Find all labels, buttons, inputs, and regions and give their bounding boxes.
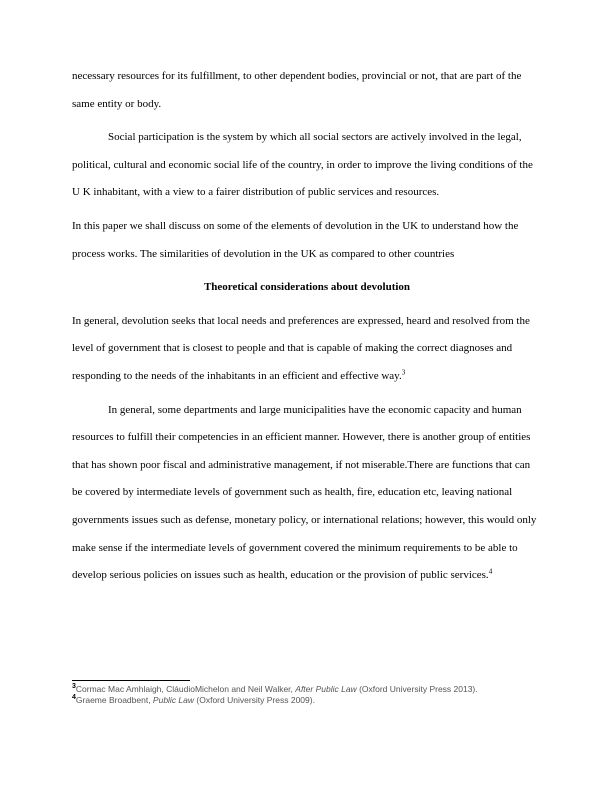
section-heading: Theoretical considerations about devolution [203,281,411,294]
footnote-publisher: (Oxford University Press 2013). [356,684,478,694]
footnote-separator [72,680,190,681]
paragraph-text: In this paper we shall discuss on some of the elements of devolution in the UK to understand how the process works. The similarities of devolution in the UK as compared to other countries [72,219,519,260]
footnote-authors: Cormac Mac Amhlaigh, CláudioMichelon and Neil Walker, [75,684,296,694]
document-body [72,63,542,596]
paragraph-departments [72,397,542,590]
paragraph-social-participation [72,124,542,207]
paragraph-continuation [72,63,542,118]
paragraph-paper-intro [72,213,542,268]
footnote-ref[interactable]: 3 [401,368,406,377]
paragraph-text: In general, devolution seeks that local needs and preferences are expressed, heard and resolved from the level of government that is closest to people and that is capable of making the correct diagnoses and responding to the needs of the inhabitants in an efficient and effective way. [72,314,530,382]
footnote [72,695,542,706]
footnote-title: After Public Law [295,684,357,694]
footnote-number: 4 [72,694,76,702]
footnote-authors: Graeme Broadbent, [75,695,153,705]
paragraph-text: In general, some departments and large municipalities have the economic capacity and human resources to fulfill their competencies in an efficient manner. However, there is another group of entities that has shown poor fiscal and administrative management, if not miserable.There are functions that can be covered by intermediate levels of government such as health, fire, education etc, leaving national governments issues such as defense, monetary policy, or international relations; however, this would only make sense if the intermediate levels of government covered the minimum requirements to be able to develop serious policies on issues such as health, education or the provision of public services. [72,403,537,582]
footnote [72,684,542,695]
footnote-number: 3 [72,683,76,691]
paragraph-text: Social participation is the system by which all social sectors are actively involved in the legal, political, cultural and economic social life of the country, in order to improve the living conditions of the U K inhabitant, with a view to a fairer distribution of public services and resources. [72,131,533,199]
paragraph-devolution-general [72,308,542,391]
footnote-ref[interactable]: 4 [488,567,493,576]
footnote-publisher: (Oxford University Press 2009). [194,695,315,705]
footnotes-section [72,680,542,706]
footnote-title: Public Law [152,695,195,705]
paragraph-text: necessary resources for its fulfillment, to other dependent bodies, provincial or not, that are part of the same entity or body. [72,70,522,110]
